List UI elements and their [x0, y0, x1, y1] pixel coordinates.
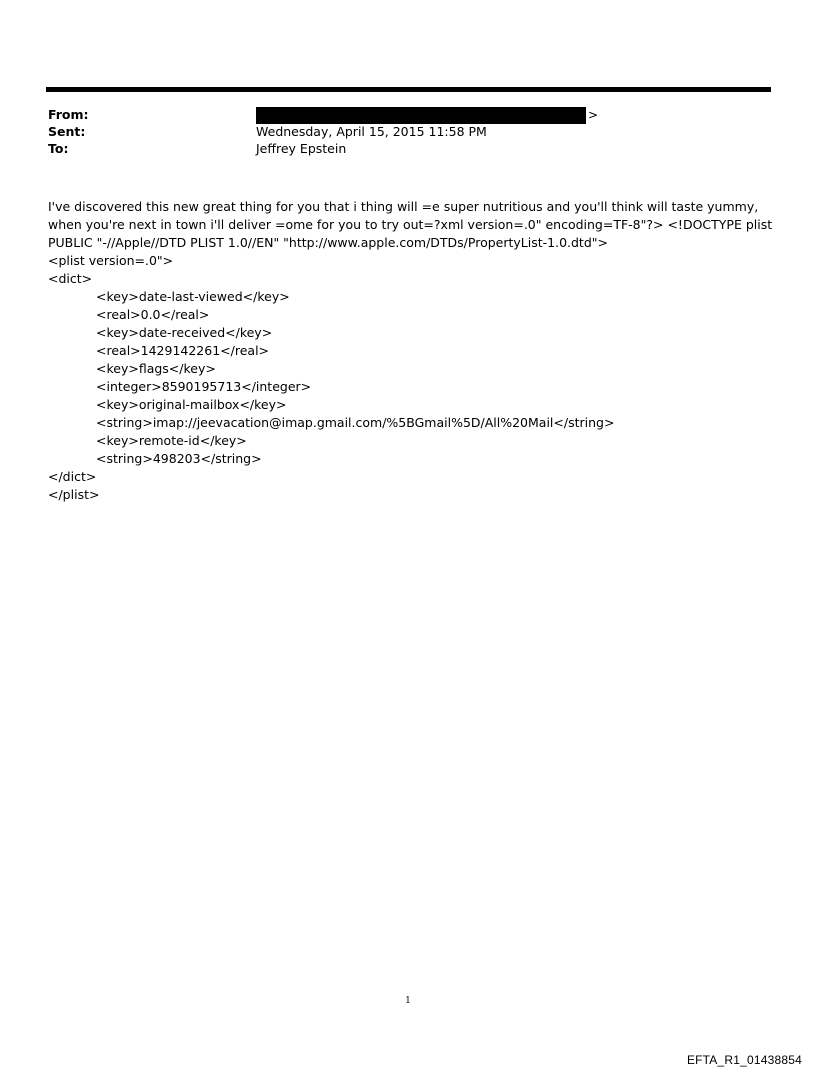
- plist-line: <string>imap://jeevacation@imap.gmail.com/%5BGmail%5D/All%20Mail</string>: [96, 415, 615, 430]
- sent-row: [48, 124, 768, 140]
- page-number: 1: [405, 996, 411, 1006]
- plist-line: <key>original-mailbox</key>: [96, 397, 287, 412]
- plist-close-line: </plist>: [48, 487, 100, 502]
- body-paragraph: I've discovered this new great thing for you that i thing will =e super nutritious and you'll think will taste yummy, when you're next in town i'll deliver =ome for you to try out=?xml version=.0" encoding=TF-8"?> <!DOCTYPE plist PUBLIC "-//Apple//DTD PLIST 1.0//EN" "http://www.apple.com/DTDs/PropertyList-1.0.dtd">: [48, 199, 777, 250]
- plist-line: <key>date-received</key>: [96, 325, 273, 340]
- sent-value: Wednesday, April 15, 2015 11:58 PM: [256, 124, 487, 139]
- plist-line: <key>date-last-viewed</key>: [96, 289, 290, 304]
- plist-line: <real>0.0</real>: [96, 307, 210, 322]
- plist-line: <string>498203</string>: [96, 451, 262, 466]
- from-label: From:: [48, 107, 89, 122]
- from-suffix: >: [588, 108, 599, 122]
- plist-line: <key>flags</key>: [96, 361, 216, 376]
- dict-open-line: <dict>: [48, 271, 93, 286]
- email-header: [48, 107, 768, 158]
- sent-label: Sent:: [48, 124, 86, 139]
- document-id: EFTA_R1_01438854: [686, 1053, 802, 1067]
- header-divider: [46, 87, 771, 92]
- email-body: [48, 198, 778, 504]
- plist-open-line: <plist version=.0">: [48, 253, 174, 268]
- redaction-block: [256, 107, 586, 124]
- plist-line: <real>1429142261</real>: [96, 343, 270, 358]
- plist-line: <integer>8590195713</integer>: [96, 379, 312, 394]
- from-value: [256, 107, 598, 124]
- to-row: [48, 141, 768, 157]
- to-value: Jeffrey Epstein: [256, 141, 347, 156]
- from-row: [48, 107, 768, 123]
- dict-close-line: </dict>: [48, 469, 97, 484]
- plist-line: <key>remote-id</key>: [96, 433, 247, 448]
- to-label: To:: [48, 141, 69, 156]
